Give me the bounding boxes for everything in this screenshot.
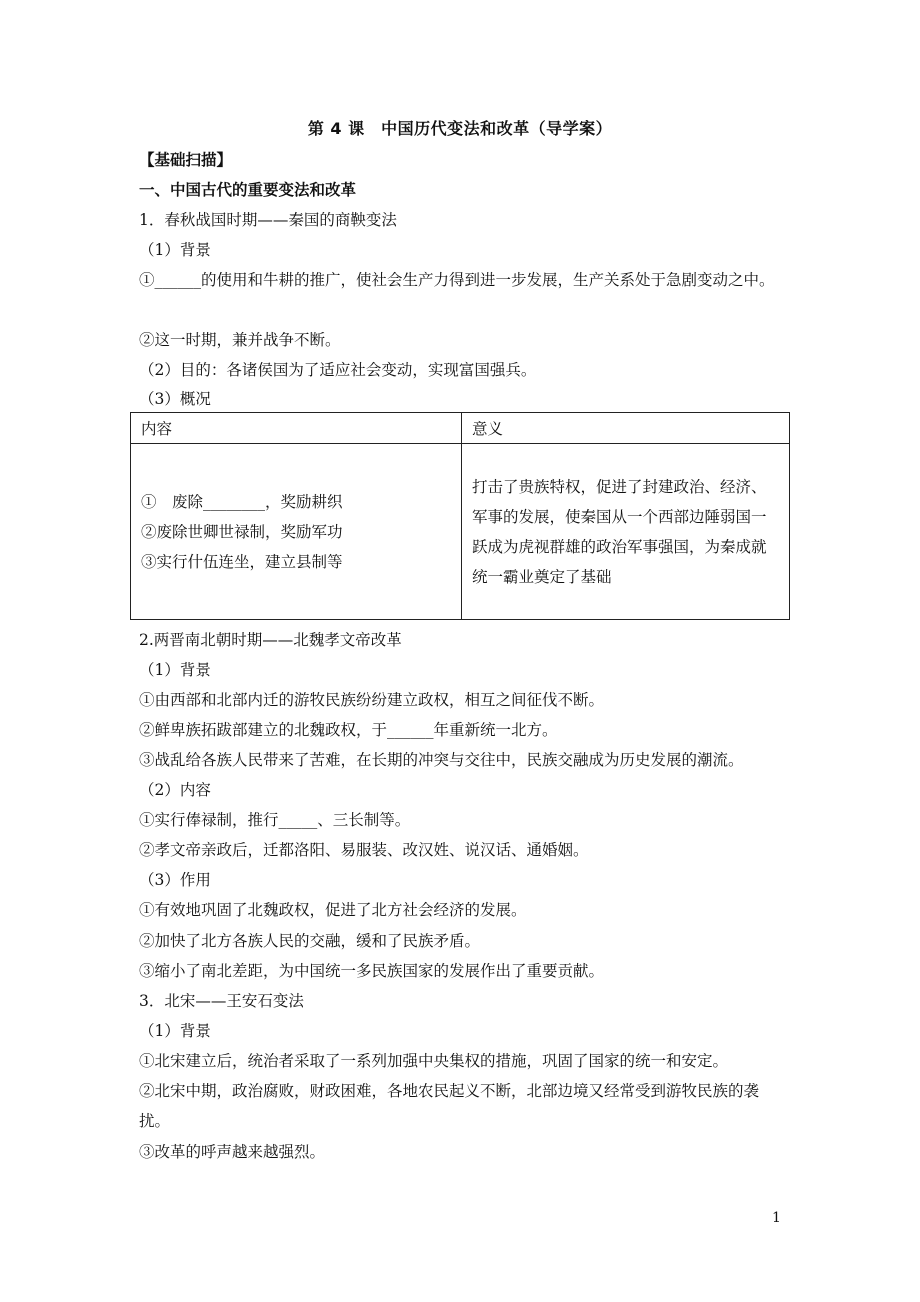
s3-bg3: ③改革的呼声越来越强烈。 [139,1143,326,1161]
table-header-content: 内容 [131,413,462,444]
s2-e3: ③缩小了南北差距，为中国统一多民族国家的发展作出了重要贡献。 [139,962,605,980]
s2-bg-label: （1）背景 [139,661,211,679]
s2-bg3: ③战乱给各族人民带来了苦难，在长期的冲突与交往中，民族交融成为历史发展的潮流。 [139,751,744,769]
s3-bg1: ①北宋建立后，统治者采取了一系列加强中央集权的措施，巩固了国家的统一和安定。 [139,1052,729,1070]
s2-c2: ②孝文帝亲政后，迁都洛阳、易服装、改汉姓、说汉话、通婚姻。 [139,841,589,859]
s2-e2: ②加快了北方各族人民的交融，缓和了民族矛盾。 [139,932,481,950]
s1-bg2: ②这一时期，兼并战争不断。 [139,331,341,349]
s3-bg-label: （1）背景 [139,1022,211,1040]
s2-bg1: ①由西部和北部内迁的游牧民族纷纷建立政权，相互之间征伐不断。 [139,691,605,709]
page-title: 第 4 课 中国历代变法和改革（导学案） [307,119,613,138]
page-number: 1 [772,1210,781,1226]
content-item: ① 废除________，奖励耕织 [141,492,343,511]
reform-table [130,412,790,620]
s1-overview-label: （3）概况 [139,390,211,408]
s1-bg-label: （1）背景 [139,241,211,259]
s1-goal: （2）目的：各诸侯国为了适应社会变动，实现富国强兵。 [139,361,537,379]
s2-heading: 2.两晋南北朝时期——北魏孝文帝改革 [139,631,402,649]
content-item: ③实行什伍连坐，建立县制等 [141,552,343,571]
table-cell-content [131,444,462,620]
s3-heading: 3．北宋——王安石变法 [139,992,304,1010]
s2-e1: ①有效地巩固了北魏政权，促进了北方社会经济的发展。 [139,901,527,919]
s1-bg1: ①______的使用和牛耕的推广，使社会生产力得到进一步发展，生产关系处于急剧变动之中。 [139,271,775,289]
table-header-meaning: 意义 [462,413,790,444]
s2-effect-label: （3）作用 [139,871,211,889]
s2-bg2: ②鲜卑族拓跋部建立的北魏政权，于______年重新统一北方。 [139,721,558,739]
s1-heading: 1．春秋战国时期——秦国的商鞅变法 [139,211,397,229]
s2-c1: ①实行俸禄制，推行_____、三长制等。 [139,811,411,829]
section-heading: 【基础扫描】 [139,151,233,169]
table-cell-meaning: 打击了贵族特权，促进了封建政治、经济、军事的发展，使秦国从一个西部边陲弱国一跃成为虎视群雄的政治军事强国，为秦成就统一霸业奠定了基础 [462,444,790,620]
content-item: ②废除世卿世禄制，奖励军功 [141,522,343,541]
s3-bg2: ②北宋中期，政治腐败，财政困难，各地农民起义不断，北部边境又经常受到游牧民族的袭扰。 [139,1082,760,1130]
s2-content-label: （2）内容 [139,781,211,799]
part1-heading: 一、中国古代的重要变法和改革 [139,181,357,199]
